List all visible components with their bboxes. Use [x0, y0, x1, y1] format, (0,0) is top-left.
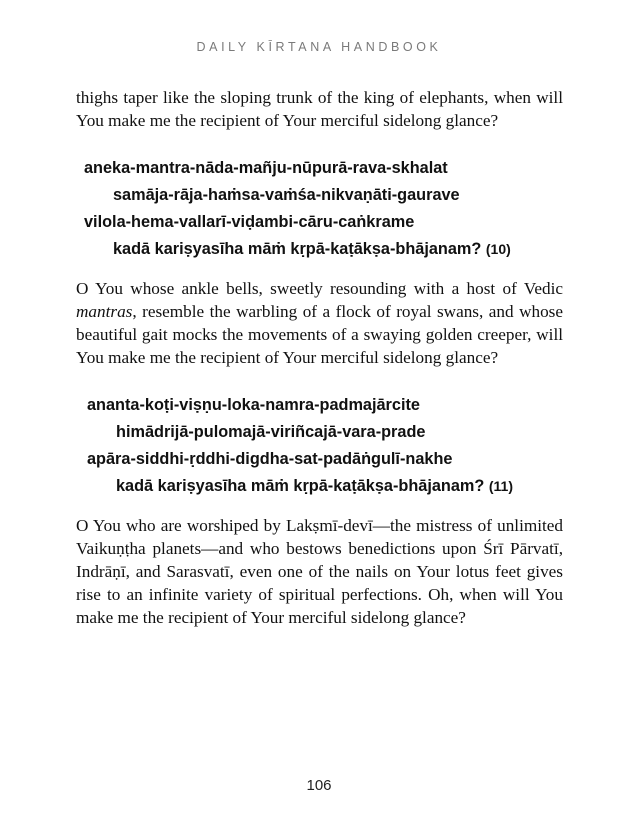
verse-number: (10) — [485, 240, 511, 257]
verse-line-final — [76, 236, 563, 263]
verse-number: (11) — [488, 477, 513, 494]
running-head: DAILY KĪRTANA HANDBOOK — [196, 40, 442, 54]
verse-line: vilola-hema-vallarī-viḍambi-cāru-caṅkrame — [84, 213, 415, 231]
translation-paragraph-11: O You who are worshiped by Lakṣmī-devī—the mistress of unlimited Vaikuṇṭha planets—and who bestows benedictions upon Śrī Pārvatī, Indrāṇī, and Sarasvatī, even one of the nails on Your lotus feet gives rise to an infinite variety of spiritual perfections. Oh, when will You make me the recipient of Your merciful sidelong glance? — [76, 515, 563, 628]
verse-line: ananta-koṭi-viṣṇu-loka-namra-padmajārcite — [87, 396, 420, 415]
translation-paragraph-9-end: thighs taper like the sloping trunk of the king of elephants, when will You make me the recipient of Your merciful sidelong glance? — [76, 88, 563, 131]
translation-text: , resemble the warbling of a flock of royal swans, and whose beautiful gait mocks the movements of a swaying golden creeper, will You make me the recipient of Your merciful sidelong glance? — [76, 301, 563, 368]
translation-text: O You whose ankle bells, sweetly resounding with a host of Vedic — [76, 278, 563, 298]
page-body — [76, 86, 563, 630]
translation-paragraph-10 — [76, 277, 563, 370]
translation-italic-term: mantras — [76, 301, 133, 321]
verse-11 — [76, 392, 563, 499]
verse-line: himādrijā-pulomajā-viriñcajā-vara-prade — [116, 423, 426, 442]
verse-line: aneka-mantra-nāda-mañju-nūpurā-rava-skhalat — [84, 159, 448, 178]
page-number: 106 — [306, 777, 332, 794]
verse-line: apāra-siddhi-ṛddhi-digdha-sat-padāṅgulī-nakhe — [87, 450, 453, 468]
verse-line-text: kadā kariṣyasīha māṁ kṛpā-kaṭākṣa-bhājanam? — [113, 239, 482, 258]
verse-line: samāja-rāja-haṁsa-vaṁśa-nikvaṇāti-gaurave — [113, 186, 460, 205]
verse-line-final — [76, 473, 563, 500]
verse-line-text: kadā kariṣyasīha māṁ kṛpā-kaṭākṣa-bhājanam? — [116, 476, 485, 495]
verse-10 — [76, 155, 563, 262]
